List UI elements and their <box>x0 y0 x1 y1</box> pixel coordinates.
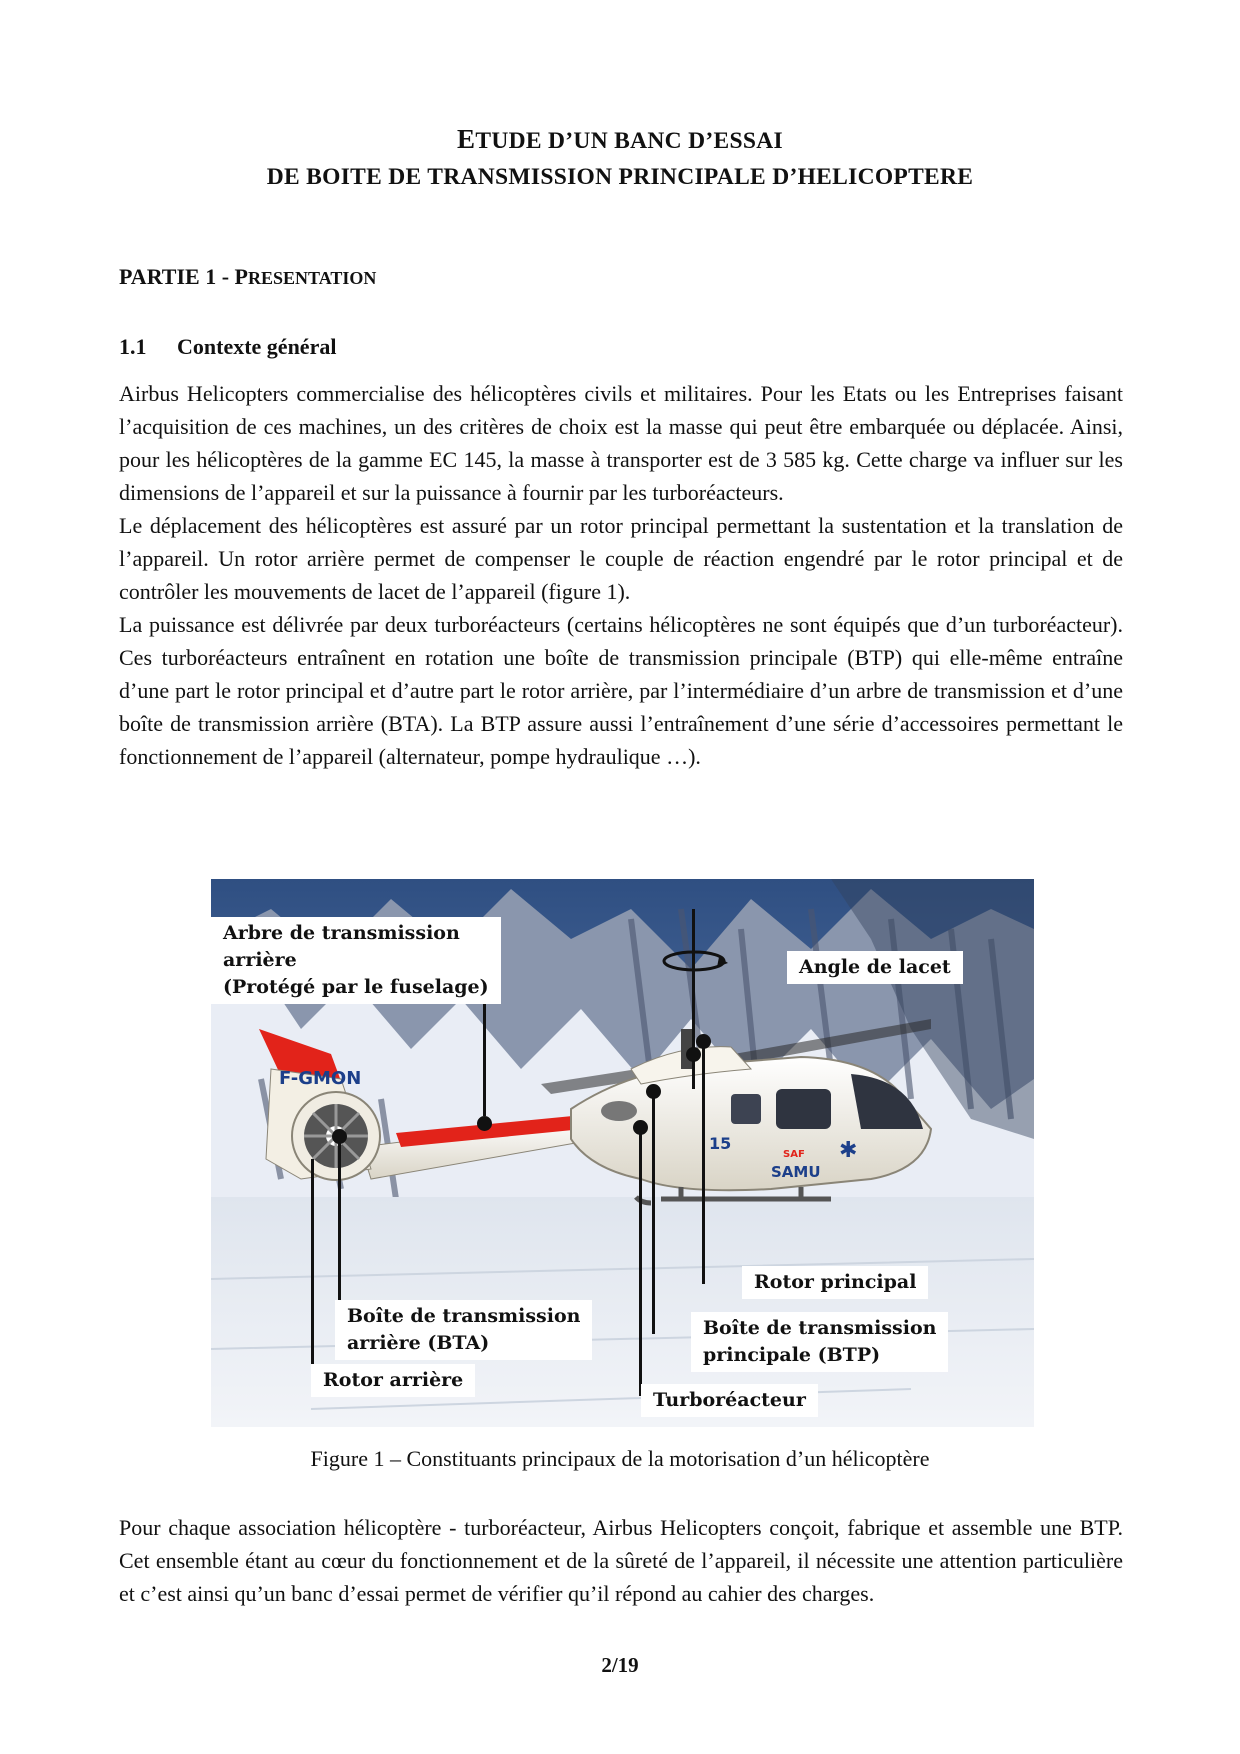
pointer-dot-bta <box>332 1129 347 1144</box>
paragraph: Le déplacement des hélicoptères est assuré par un rotor principal permettant la sustentation et la translation de l’appareil. Un rotor arrière permet de compenser le couple de réaction engendré par le rotor principal et de contrôler les mouvements de lacet de l’appareil (figure 1). <box>119 513 1123 604</box>
star-of-life-icon: ✱ <box>839 1138 858 1163</box>
leader-line-turbo <box>639 1126 642 1396</box>
leader-line-rotor-arriere <box>311 1159 314 1382</box>
label-bta: Boîte de transmission arrière (BTA) <box>335 1300 592 1360</box>
label-arbre-transmission: Arbre de transmission arrière (Protégé par le fuselage) <box>211 917 501 1004</box>
document-title-line1: ETUDE D’UN BANC D’ESSAI <box>457 124 783 154</box>
pointer-dot-btp <box>646 1084 661 1099</box>
label-turboreacteur: Turboréacteur <box>641 1384 818 1417</box>
leader-line-angle <box>692 909 695 1089</box>
leader-line-btp <box>652 1089 655 1334</box>
label-btp: Boîte de transmission principale (BTP) <box>691 1312 948 1372</box>
page-number: 2/19 <box>601 1653 639 1677</box>
fuselage-marking-samu: SAMU <box>771 1163 821 1181</box>
document-title-line2: DE BOITE DE TRANSMISSION PRINCIPALE D’HELICOPTERE <box>266 164 974 190</box>
pointer-dot-arbre <box>477 1116 492 1131</box>
label-rotor-arriere: Rotor arrière <box>311 1364 475 1397</box>
paragraph: Airbus Helicopters commercialise des hélicoptères civils et militaires. Pour les Etats ou les Entreprises faisant l’acquisition de ces machines, un des critères de choix est la masse qui peut être embarquée ou déplacée. Ainsi, pour les hélicoptères de la gamme EC 145, la masse à transporter est de 3 585 kg. Cette charge va influer sur les dimensions de l’appareil et sur la puissance à fournir par les turboréacteurs. <box>119 381 1123 505</box>
label-rotor-principal: Rotor principal <box>742 1266 928 1299</box>
section-heading: 1.1 Contexte général <box>119 334 337 359</box>
paragraph: La puissance est délivrée par deux turboréacteurs (certains hélicoptères ne sont équipés que d’un turboréacteur). Ces turboréacteurs entraînent en rotation une boîte de transmission principale (BTP) qui elle-même entraîne d’une part le rotor principal et d’autre part le rotor arrière, par l’intermédiaire d’un arbre de transmission et d’une boîte de transmission arrière (BTA). La BTP assure aussi l’entraînement d’une série d’accessoires permettant le fonctionnement de l’appareil (alternateur, pompe hydraulique …). <box>119 612 1123 769</box>
pointer-dot-angle <box>686 1047 701 1062</box>
fuselage-marking-15: 15 <box>709 1134 732 1153</box>
part-heading: PARTIE 1 - PRESENTATION <box>119 264 377 289</box>
body-text-bottom <box>119 1511 1123 1610</box>
pointer-dot-rotor-principal <box>696 1034 711 1049</box>
cabin-window <box>776 1089 831 1129</box>
body-text-top <box>119 377 1123 773</box>
fuselage-marking-saf: SAF <box>783 1149 805 1160</box>
label-angle-lacet: Angle de lacet <box>787 951 963 984</box>
engine-intake <box>601 1101 637 1121</box>
helicopter-figure <box>211 879 1034 1427</box>
pointer-dot-turbo <box>633 1120 648 1135</box>
tail-registration: F-GMON <box>279 1068 362 1089</box>
figure-caption: Figure 1 – Constituants principaux de la motorisation d’un hélicoptère <box>310 1446 930 1471</box>
leader-line-rotor-principal <box>702 1039 705 1284</box>
paragraph: Pour chaque association hélicoptère - turboréacteur, Airbus Helicopters conçoit, fabrique et assemble une BTP. Cet ensemble étant au cœur du fonctionnement et de la sûreté de l’appareil, il nécessite une attention particulière et c’est ainsi qu’un banc d’essai permet de vérifier qu’il répond au cahier des charges. <box>119 1515 1123 1606</box>
